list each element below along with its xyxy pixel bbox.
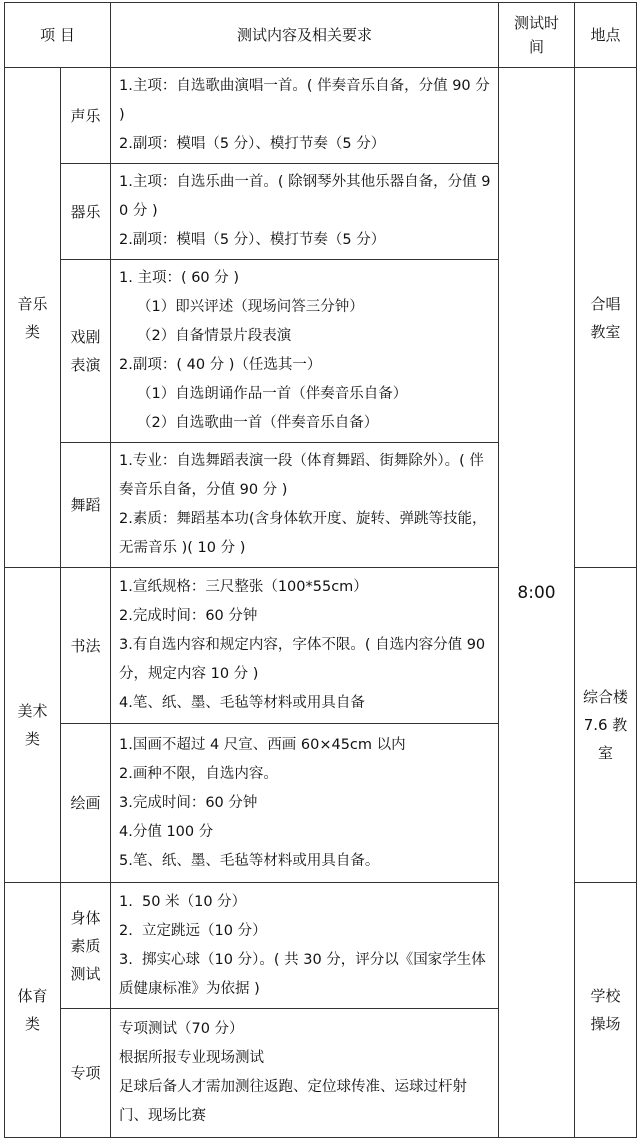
content-vocal: 1.主项：自选歌曲演唱一首。( 伴奏音乐自备，分值 90 分 ) 2.副项：模唱（5 分）、模打节奏（5 分） xyxy=(111,68,499,164)
content-fitness: 1. 50 米（10 分） 2. 立定跳远（10 分） 3. 掷实心球（10 分）。( 共 30 分，评分以《国家学生体质健康标准》为依据 ) xyxy=(111,883,499,1009)
category-music: 音乐类 xyxy=(5,68,61,568)
subitem-painting: 绘画 xyxy=(61,724,111,883)
header-time: 测试时间 xyxy=(499,3,575,68)
table-row xyxy=(5,68,637,164)
subitem-fitness: 身体素质测试 xyxy=(61,883,111,1009)
content-drama: 1. 主项：( 60 分 ) （1）即兴评述（现场问答三分钟） （2）自备情景片段表演 2.副项：( 40 分 )（任选其一） （1）自选朗诵作品一首（伴奏音乐自备） （2）自选歌曲一首（伴奏音乐自备） xyxy=(111,260,499,443)
subitem-drama: 戏剧表演 xyxy=(61,260,111,443)
subitem-instrumental: 器乐 xyxy=(61,164,111,260)
header-row xyxy=(5,3,637,68)
category-sports: 体育类 xyxy=(5,883,61,1138)
header-content: 测试内容及相关要求 xyxy=(111,3,499,68)
content-dance: 1.专业：自选舞蹈表演一段（体育舞蹈、街舞除外）。( 伴奏音乐自备，分值 90 分 ) 2.素质：舞蹈基本功(含身体软开度、旋转、弹跳等技能，无需音乐 )( 10 分 ) xyxy=(111,443,499,568)
header-location: 地点 xyxy=(575,3,637,68)
category-art: 美术类 xyxy=(5,568,61,883)
content-specialty: 专项测试（70 分） 根据所报专业现场测试 足球后备人才需加测往返跑、定位球传准、运球过杆射门、现场比赛 xyxy=(111,1009,499,1138)
subitem-calligraphy: 书法 xyxy=(61,568,111,724)
location-music: 合唱教室 xyxy=(575,68,637,568)
content-calligraphy: 1.宣纸规格：三尺整张（100*55cm） 2.完成时间：60 分钟 3.有自选内容和规定内容，字体不限。( 自选内容分值 90 分，规定内容 10 分 ) 4.笔、纸、墨、毛毡等材料或用具自备 xyxy=(111,568,499,724)
subitem-dance: 舞蹈 xyxy=(61,443,111,568)
subitem-specialty: 专项 xyxy=(61,1009,111,1138)
header-item: 项 目 xyxy=(5,3,111,68)
time-cell: 8:00 xyxy=(499,68,575,1138)
content-painting: 1.国画不超过 4 尺宣、西画 60×45cm 以内 2.画种不限，自选内容。 3.完成时间：60 分钟 4.分值 100 分 5.笔、纸、墨、毛毡等材料或用具自备。 xyxy=(111,724,499,883)
location-art: 综合楼 7.6 教室 xyxy=(575,568,637,883)
content-instrumental: 1.主项：自选乐曲一首。( 除钢琴外其他乐器自备，分值 90 分 ) 2.副项：模唱（5 分）、模打节奏（5 分） xyxy=(111,164,499,260)
location-sports: 学校操场 xyxy=(575,883,637,1138)
exam-requirements-table xyxy=(4,2,637,1138)
subitem-vocal: 声乐 xyxy=(61,68,111,164)
